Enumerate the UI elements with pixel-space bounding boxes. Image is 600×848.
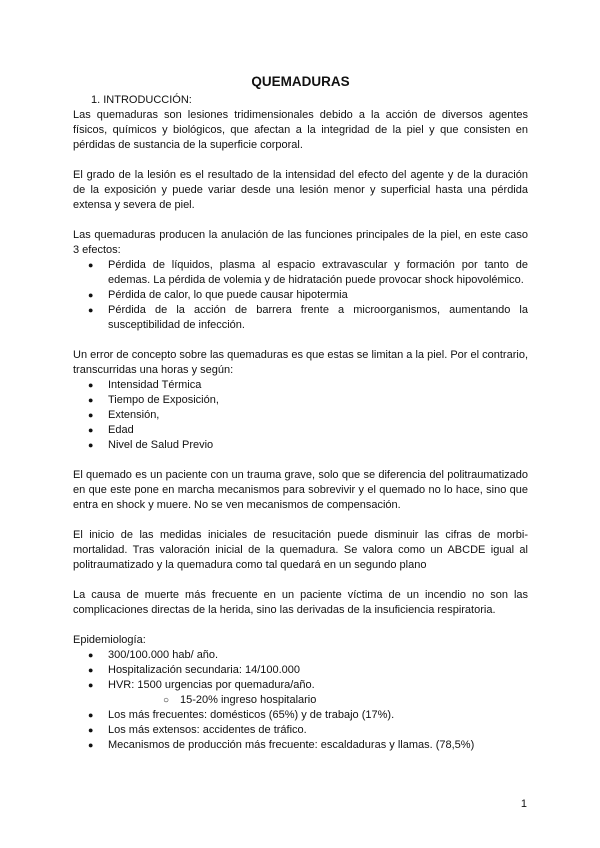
page-number: 1: [520, 798, 527, 810]
epidemiology-list: [73, 648, 528, 753]
paragraph-effects-intro: Las quemaduras producen la anulación de las funciones principales de la piel, en este caso 3 efectos:: [73, 229, 528, 256]
list-item: ● Tiempo de Exposición,: [73, 393, 528, 408]
list-item: ● Los más frecuentes: domésticos (65%) y de trabajo (17%).: [73, 708, 528, 723]
list-item: ● Pérdida de líquidos, plasma al espacio extravascular y formación por tanto de edemas. La pérdida de volemia y de hidratación puede provocar shock hipovolémico.: [73, 258, 528, 288]
paragraph-trauma: El quemado es un paciente con un trauma grave, solo que se diferencia del politraumatizado en que este pone en marcha mecanismos para sobrevivir y el quemado no lo hace, sino que entra en shock y muere. No se ven mecanismos de compensación.: [73, 469, 528, 511]
list-item: ● Extensión,: [73, 408, 528, 423]
factors-list: [73, 378, 528, 453]
sub-list-item: ○ 15-20% ingreso hospitalario: [108, 693, 528, 708]
list-item: ● 300/100.000 hab/ año.: [73, 648, 528, 663]
list-item: ● Mecanismos de producción más frecuente: escaldaduras y llamas. (78,5%): [73, 738, 528, 753]
paragraph-misconception: Un error de concepto sobre las quemaduras es que estas se limitan a la piel. Por el contrario, transcurridas una horas y según:: [73, 349, 528, 376]
paragraph-grade: El grado de la lesión es el resultado de la intensidad del efecto del agente y de la duración de la exposición y puede variar desde una lesión menor y superficial hasta una pérdida extensa y severa de piel.: [73, 169, 528, 211]
paragraph-definition: Las quemaduras son lesiones tridimensionales debido a la acción de diversos agentes físicos, químicos y biológicos, que afectan a la integridad de la piel y que consisten en pérdidas de sustancia de la superficie corporal.: [73, 109, 528, 151]
list-item: ● Los más extensos: accidentes de tráfico.: [73, 723, 528, 738]
paragraph-death-cause: La causa de muerte más frecuente en un paciente víctima de un incendio no son las complicaciones directas de la herida, sino las derivadas de la insuficiencia respiratoria.: [73, 589, 528, 616]
list-item: ● Pérdida de calor, lo que puede causar hipotermia: [73, 288, 528, 303]
section-heading: 1. INTRODUCCIÓN:: [91, 94, 192, 106]
paragraph-resuscitation: El inicio de las medidas iniciales de resucitación puede disminuir las cifras de morbi-mortalidad. Tras valoración inicial de la quemadura. Se valora como un ABCDE igual al politraumatizado y la quemadura como tal quedará en un segundo plano: [73, 529, 528, 571]
list-item-text: HVR: 1500 urgencias por quemadura/año.: [108, 679, 315, 691]
list-item: ● Hospitalización secundaria: 14/100.000: [73, 663, 528, 678]
list-item: ● Pérdida de la acción de barrera frente a microorganismos, aumentando la susceptibilidad de infección.: [73, 303, 528, 333]
list-item: ● Intensidad Térmica: [73, 378, 528, 393]
sub-list: [108, 693, 528, 708]
document-page: [73, 74, 528, 768]
list-item: ● Edad: [73, 423, 528, 438]
document-title: QUEMADURAS: [251, 74, 350, 89]
list-item: [73, 678, 528, 708]
effects-list: [73, 258, 528, 333]
list-item: ● Nivel de Salud Previo: [73, 438, 528, 453]
epidemiology-label: Epidemiología:: [73, 634, 146, 646]
